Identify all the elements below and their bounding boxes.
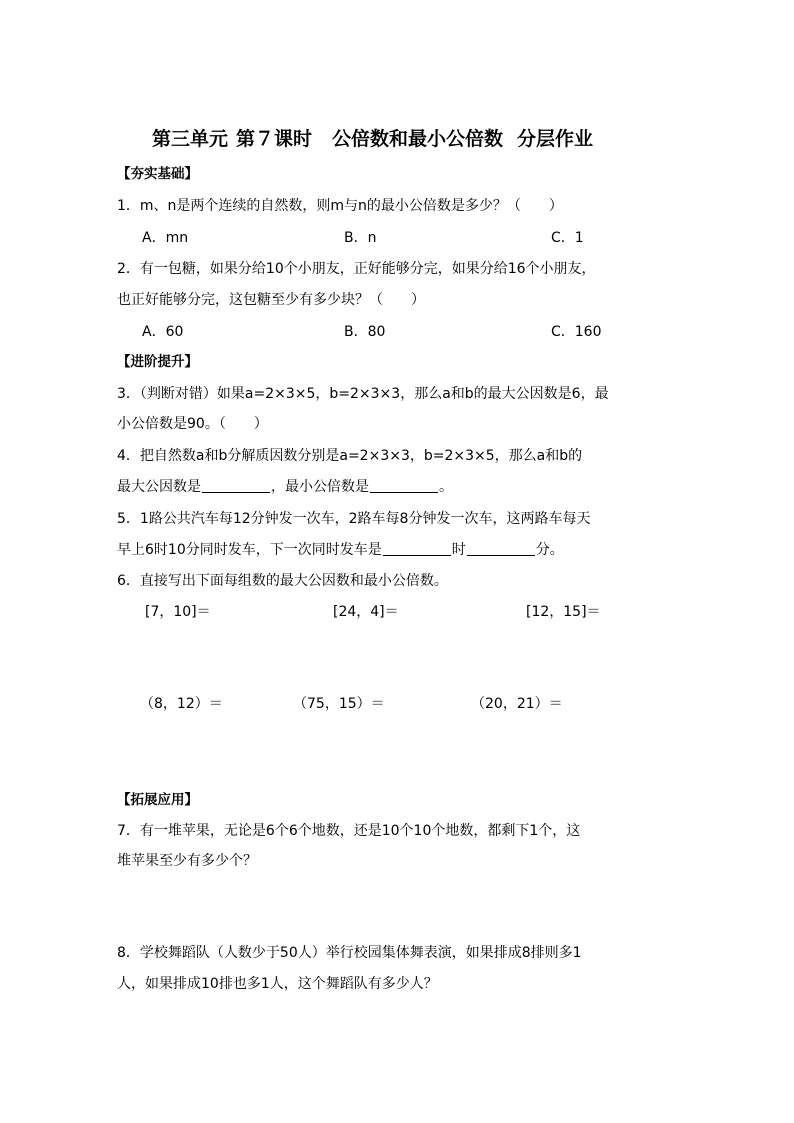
question-7-line-1: 7．有一堆苹果，无论是6个6个地数，还是10个10个地数，都剩下1个，这 — [117, 823, 581, 839]
question-4-lcm-label: ，最小公倍数是 — [271, 479, 369, 495]
question-6-item-3: [12，15]＝ — [526, 604, 601, 620]
question-8-line-2: 人，如果排成10排也多1人，这个舞蹈队有多少人？ — [117, 976, 438, 992]
question-4-line-2 — [117, 476, 453, 496]
section-basic-heading: 【夯实基础】 — [117, 166, 198, 182]
question-1-option-c: C．1 — [551, 230, 584, 246]
question-8-line-1: 8．学校舞蹈队（人数少于50人）举行校园集体舞表演，如果排成8排则多1 — [117, 945, 582, 961]
question-7-line-2: 堆苹果至少有多少个？ — [117, 853, 257, 869]
question-3-line-1: 3．（判断对错）如果a=2×3×5，b=2×3×3，那么a和b的最大公因数是6，最 — [117, 386, 609, 402]
question-3-line-2: 小公倍数是90。（ ） — [117, 416, 268, 432]
question-6-text: 6．直接写出下面每组数的最大公因数和最小公倍数。 — [117, 573, 448, 589]
question-1-option-a: A．mn — [142, 230, 189, 246]
question-2-option-a: A．60 — [142, 324, 184, 340]
question-4-line-1: 4．把自然数a和b分解质因数分别是a=2×3×3，b=2×3×5，那么a和b的 — [117, 448, 583, 464]
question-1-text: 1．m、n是两个连续的自然数，则m与n的最小公倍数是多少？（ ） — [117, 198, 563, 214]
question-6-item-1: [7，10]＝ — [145, 604, 211, 620]
question-2-option-c: C．160 — [551, 324, 602, 340]
question-5-minute-blank[interactable] — [467, 541, 535, 556]
question-4-period: 。 — [439, 479, 453, 495]
title-topic: 公倍数和最小公倍数 — [332, 128, 504, 150]
title-lesson: 第７课时 — [236, 128, 313, 150]
section-apply-heading: 【拓展应用】 — [117, 792, 198, 808]
question-6-item-2: [24，4]＝ — [333, 604, 399, 620]
question-5-hour-blank[interactable] — [383, 541, 451, 556]
question-1-option-b: B．n — [344, 230, 377, 246]
section-advanced-heading: 【进阶提升】 — [117, 354, 198, 370]
question-5-minute-unit: 分。 — [535, 542, 564, 558]
question-4-gcd-label: 最大公因数是 — [117, 479, 201, 495]
page-title — [152, 124, 593, 151]
question-2-line-2: 也正好能够分完，这包糖至少有多少块？（ ） — [117, 292, 425, 308]
question-6-item-6: （20，21）＝ — [471, 696, 563, 712]
question-5-line-2 — [117, 539, 564, 559]
question-5-line-1: 5．1路公共汽车每12分钟发一次车，2路车每8分钟发一次车，这两路车每天 — [117, 511, 591, 527]
question-5-hour-unit: 时 — [451, 542, 466, 558]
title-unit: 第三单元 — [152, 128, 229, 150]
question-4-gcd-blank[interactable] — [202, 478, 270, 493]
title-type: 分层作业 — [517, 128, 594, 150]
question-5-time-label: 早上6时10分同时发车，下一次同时发车是 — [117, 542, 382, 558]
question-2-option-b: B．80 — [344, 324, 386, 340]
question-6-item-4: （8，12）＝ — [140, 696, 223, 712]
question-2-line-1: 2．有一包糖，如果分给10个小朋友，正好能够分完，如果分给16个小朋友， — [117, 261, 596, 277]
question-4-lcm-blank[interactable] — [370, 478, 438, 493]
question-6-item-5: （75，15）＝ — [293, 696, 385, 712]
